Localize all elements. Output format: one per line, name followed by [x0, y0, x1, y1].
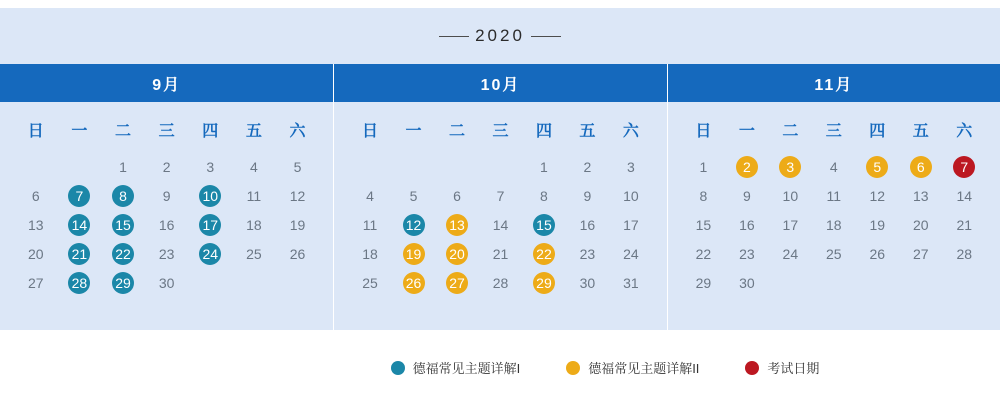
- day-number: 29: [695, 274, 712, 291]
- day-cell[interactable]: [348, 239, 391, 268]
- day-cell[interactable]: [145, 239, 189, 268]
- day-number: 28: [492, 274, 509, 291]
- day-number: 8: [112, 185, 134, 207]
- legend-dot-icon: [745, 361, 759, 375]
- weekday-label: 六: [289, 123, 306, 140]
- day-number: 9: [583, 187, 592, 204]
- day-number: 10: [623, 187, 639, 204]
- weekday-label: 三: [825, 123, 842, 140]
- weekday-label: 一: [738, 123, 755, 140]
- weekday-label: 二: [449, 123, 466, 140]
- day-cell[interactable]: [609, 268, 652, 297]
- weekday-label: 四: [202, 123, 219, 140]
- day-cell[interactable]: [812, 239, 855, 268]
- day-cell[interactable]: [899, 181, 942, 210]
- day-number: 4: [366, 187, 374, 204]
- weekday-label: 二: [782, 123, 799, 140]
- day-cell[interactable]: [725, 268, 768, 297]
- day-number: 1: [699, 158, 708, 175]
- day-cell[interactable]: [943, 152, 986, 181]
- day-cell[interactable]: [522, 181, 565, 210]
- month-column: [667, 64, 1000, 330]
- day-number: 18: [246, 216, 262, 233]
- day-cell[interactable]: [435, 210, 478, 239]
- day-cell[interactable]: [479, 268, 522, 297]
- weekday-label: 一: [71, 123, 88, 140]
- weekday-header-row: [0, 102, 333, 146]
- day-cell[interactable]: [14, 181, 58, 210]
- day-cell[interactable]: [856, 181, 899, 210]
- day-cell[interactable]: [682, 239, 725, 268]
- day-cell[interactable]: [769, 239, 812, 268]
- day-cell[interactable]: [188, 239, 232, 268]
- day-cell[interactable]: [101, 239, 145, 268]
- month-column: [333, 64, 666, 330]
- day-cell[interactable]: [479, 239, 522, 268]
- weekday-label: 三: [492, 123, 509, 140]
- day-number: 20: [28, 245, 44, 262]
- day-number: 4: [829, 158, 838, 175]
- day-cell[interactable]: [522, 152, 565, 181]
- day-cell[interactable]: [812, 152, 855, 181]
- day-number: 24: [782, 245, 799, 262]
- day-number: 16: [579, 216, 596, 233]
- day-number: 12: [869, 187, 886, 204]
- day-cell[interactable]: [276, 181, 320, 210]
- weekday-label: 六: [956, 123, 973, 140]
- day-number: 6: [910, 156, 932, 178]
- day-cell[interactable]: [566, 181, 609, 210]
- day-number: 9: [162, 187, 171, 204]
- day-cell[interactable]: [14, 239, 58, 268]
- day-cell[interactable]: [348, 210, 391, 239]
- day-number: 7: [496, 187, 505, 204]
- day-cell[interactable]: [101, 268, 145, 297]
- day-cell[interactable]: [725, 210, 768, 239]
- day-number: 1: [119, 158, 127, 175]
- month-header: 11月: [668, 64, 1000, 102]
- day-cell[interactable]: [58, 239, 102, 268]
- day-cell[interactable]: [145, 268, 189, 297]
- day-number: 28: [68, 272, 90, 294]
- day-number: 25: [826, 245, 842, 262]
- weekday-label: 二: [115, 123, 132, 140]
- day-cell[interactable]: [392, 210, 435, 239]
- day-cell[interactable]: [188, 181, 232, 210]
- day-number: 20: [446, 243, 468, 265]
- day-cell[interactable]: [101, 210, 145, 239]
- year-banner: [333, 8, 667, 64]
- day-grid: [668, 146, 1000, 297]
- day-cell[interactable]: [276, 210, 320, 239]
- day-cell[interactable]: [145, 210, 189, 239]
- day-number: 3: [206, 158, 215, 175]
- day-cell[interactable]: [899, 152, 942, 181]
- day-cell[interactable]: [899, 239, 942, 268]
- day-number: 19: [403, 243, 425, 265]
- day-cell[interactable]: [276, 239, 320, 268]
- day-number: 24: [623, 245, 639, 262]
- day-number: 13: [912, 187, 929, 204]
- day-number: 19: [869, 216, 886, 233]
- day-grid: [0, 146, 333, 297]
- day-number: 24: [199, 243, 221, 265]
- day-cell[interactable]: [522, 268, 565, 297]
- weekday-label: 日: [695, 123, 712, 140]
- legend-label: 德福常见主题详解II: [588, 361, 700, 376]
- weekday-label: 五: [245, 123, 262, 140]
- day-cell[interactable]: [14, 268, 58, 297]
- day-number: 27: [28, 274, 44, 291]
- day-number: 15: [112, 214, 134, 236]
- legend-label: 德福常见主题详解I: [412, 361, 521, 376]
- day-number: 13: [28, 216, 44, 233]
- day-number: 4: [249, 158, 258, 175]
- day-cell[interactable]: [899, 210, 942, 239]
- day-cell[interactable]: [812, 181, 855, 210]
- day-cell[interactable]: [145, 152, 189, 181]
- month-header: 10月: [334, 64, 666, 102]
- legend-item: [566, 358, 699, 377]
- day-cell[interactable]: [435, 268, 478, 297]
- weekday-label: 三: [158, 123, 175, 140]
- year-label-wrap: [439, 26, 561, 46]
- day-number: 30: [579, 274, 596, 291]
- weekday-label: 四: [535, 123, 552, 140]
- day-cell[interactable]: [682, 152, 725, 181]
- day-number: 2: [162, 158, 171, 175]
- day-number: 22: [533, 243, 555, 265]
- day-cell[interactable]: [232, 210, 276, 239]
- day-number: 15: [533, 214, 555, 236]
- day-cell[interactable]: [392, 239, 435, 268]
- legend-item: [745, 358, 819, 377]
- year-dash-right: [531, 36, 561, 37]
- day-cell[interactable]: [769, 152, 812, 181]
- day-number: 29: [533, 272, 555, 294]
- day-cell[interactable]: [348, 268, 391, 297]
- weekday-label: 五: [579, 123, 596, 140]
- day-cell[interactable]: [682, 181, 725, 210]
- day-number: 25: [362, 274, 378, 291]
- day-number: 17: [623, 216, 639, 233]
- month-header: 9月: [0, 64, 333, 102]
- day-number: 6: [453, 187, 461, 204]
- day-number: 14: [956, 187, 973, 204]
- day-number: 3: [627, 158, 635, 175]
- day-number: 8: [540, 187, 548, 204]
- day-cell[interactable]: [725, 181, 768, 210]
- day-cell[interactable]: [769, 210, 812, 239]
- day-cell[interactable]: [725, 239, 768, 268]
- day-cell[interactable]: [856, 152, 899, 181]
- weekday-header-row: [334, 102, 666, 146]
- day-cell[interactable]: [856, 239, 899, 268]
- day-number: 7: [953, 156, 975, 178]
- day-cell[interactable]: [943, 181, 986, 210]
- day-number: 10: [782, 187, 799, 204]
- day-number: 21: [68, 243, 90, 265]
- day-cell[interactable]: [232, 181, 276, 210]
- day-number: 28: [956, 245, 973, 262]
- day-cell[interactable]: [566, 239, 609, 268]
- day-number: 12: [403, 214, 425, 236]
- day-grid: [334, 146, 666, 297]
- day-cell[interactable]: [392, 181, 435, 210]
- day-cell[interactable]: [145, 181, 189, 210]
- day-cell[interactable]: [725, 152, 768, 181]
- day-cell[interactable]: [58, 210, 102, 239]
- day-number: 27: [912, 245, 929, 262]
- weekday-label: 五: [912, 123, 929, 140]
- day-number: 23: [739, 245, 755, 262]
- day-number: 18: [362, 245, 378, 262]
- day-number: 31: [623, 274, 639, 291]
- day-number: 14: [68, 214, 90, 236]
- day-cell[interactable]: [58, 181, 102, 210]
- day-cell[interactable]: [566, 210, 609, 239]
- day-cell[interactable]: [682, 268, 725, 297]
- day-number: 23: [158, 245, 175, 262]
- day-cell[interactable]: [812, 210, 855, 239]
- day-number: 5: [409, 187, 418, 204]
- day-number: 11: [826, 187, 842, 204]
- day-number: 19: [289, 216, 306, 233]
- day-number: 11: [362, 216, 378, 233]
- day-cell[interactable]: [188, 152, 232, 181]
- day-number: 18: [826, 216, 842, 233]
- day-number: 15: [695, 216, 712, 233]
- day-cell[interactable]: [943, 210, 986, 239]
- day-number: 25: [246, 245, 262, 262]
- day-number: 2: [583, 158, 592, 175]
- day-cell[interactable]: [566, 152, 609, 181]
- legend-label: 考试日期: [767, 361, 820, 376]
- day-number: 26: [289, 245, 306, 262]
- day-number: 16: [739, 216, 755, 233]
- day-cell[interactable]: [856, 210, 899, 239]
- day-number: 7: [68, 185, 90, 207]
- weekday-label: 日: [27, 123, 44, 140]
- day-number: 22: [112, 243, 134, 265]
- day-number: 5: [293, 158, 302, 175]
- legend-item: [391, 358, 521, 377]
- day-number: 13: [446, 214, 468, 236]
- day-number: 29: [112, 272, 134, 294]
- day-number: 10: [199, 185, 221, 207]
- day-number: 20: [912, 216, 929, 233]
- weekday-label: 一: [405, 123, 422, 140]
- day-cell[interactable]: [479, 181, 522, 210]
- legend-dot-icon: [566, 361, 580, 375]
- day-number: 17: [782, 216, 799, 233]
- weekday-header-row: [668, 102, 1000, 146]
- day-cell[interactable]: [609, 210, 652, 239]
- day-cell[interactable]: [522, 239, 565, 268]
- day-cell[interactable]: [609, 239, 652, 268]
- day-cell[interactable]: [392, 268, 435, 297]
- day-cell[interactable]: [479, 210, 522, 239]
- day-number: 12: [289, 187, 306, 204]
- day-cell[interactable]: [682, 210, 725, 239]
- day-number: 21: [956, 216, 973, 233]
- day-number: 5: [866, 156, 888, 178]
- month-column: [0, 64, 333, 330]
- weekday-label: 六: [622, 123, 639, 140]
- day-cell[interactable]: [188, 210, 232, 239]
- day-number: 14: [492, 216, 509, 233]
- day-number: 16: [158, 216, 175, 233]
- day-number: 23: [579, 245, 596, 262]
- day-cell[interactable]: [943, 239, 986, 268]
- day-number: 17: [199, 214, 221, 236]
- weekday-label: 四: [869, 123, 886, 140]
- day-cell[interactable]: [101, 152, 145, 181]
- day-number: 1: [540, 158, 548, 175]
- day-number: 26: [403, 272, 425, 294]
- legend: [0, 330, 1000, 405]
- day-cell[interactable]: [435, 181, 478, 210]
- day-cell[interactable]: [232, 152, 276, 181]
- day-number: 26: [869, 245, 886, 262]
- day-cell[interactable]: [14, 210, 58, 239]
- legend-dot-icon: [391, 361, 405, 375]
- day-cell[interactable]: [348, 181, 391, 210]
- day-cell[interactable]: [435, 239, 478, 268]
- day-cell[interactable]: [769, 181, 812, 210]
- day-cell[interactable]: [101, 181, 145, 210]
- day-number: 30: [739, 274, 755, 291]
- year-dash-left: [439, 36, 469, 37]
- day-number: 6: [31, 187, 40, 204]
- day-number: 30: [158, 274, 175, 291]
- day-number: 22: [695, 245, 712, 262]
- day-number: 8: [699, 187, 708, 204]
- day-number: 2: [736, 156, 758, 178]
- day-number: 11: [246, 187, 262, 204]
- day-number: 9: [742, 187, 751, 204]
- day-cell[interactable]: [566, 268, 609, 297]
- month-columns: [0, 64, 1000, 330]
- day-cell[interactable]: [522, 210, 565, 239]
- day-number: 21: [492, 245, 509, 262]
- day-number: 3: [779, 156, 801, 178]
- day-cell[interactable]: [276, 152, 320, 181]
- day-cell[interactable]: [232, 239, 276, 268]
- day-cell[interactable]: [58, 268, 102, 297]
- year-label: 2020: [475, 26, 525, 45]
- day-cell[interactable]: [609, 152, 652, 181]
- weekday-label: 日: [362, 123, 379, 140]
- day-number: 27: [446, 272, 468, 294]
- day-cell[interactable]: [609, 181, 652, 210]
